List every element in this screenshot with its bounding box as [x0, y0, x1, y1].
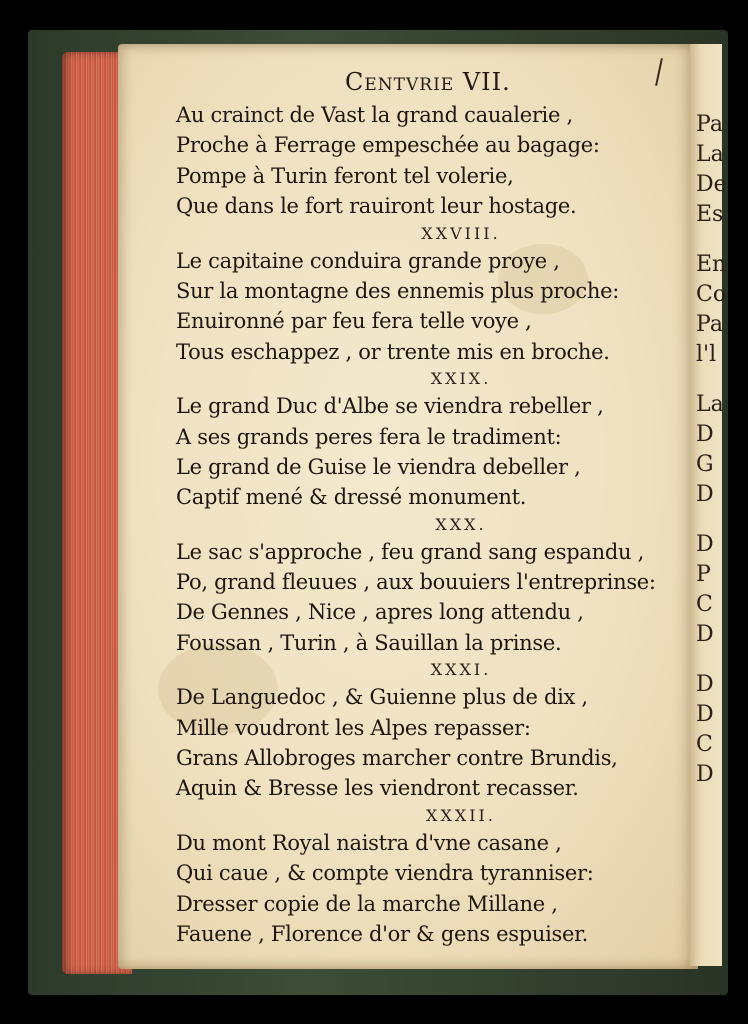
quatrain-number: XXXI. [430, 660, 492, 680]
verse-line: A ses grands peres fera le tradiment: [176, 424, 562, 449]
facing-fragment: D [696, 482, 714, 507]
verse-line: Fauene , Florence d'or & gens espuiser. [176, 921, 588, 946]
facing-fragment: Pa [696, 112, 723, 137]
verse-line: Foussan , Turin , à Sauillan la prinse. [176, 630, 562, 655]
verse-line: Du mont Royal naistra d'vne casane , [176, 830, 562, 855]
quatrain-number: XXX. [435, 514, 487, 534]
facing-fragment: La [696, 142, 724, 167]
facing-fragment: P [696, 562, 711, 587]
facing-fragment: Co [696, 282, 727, 307]
verse-line: Le capitaine conduira grande proye , [176, 248, 560, 273]
verse-line: Le sac s'approche , feu grand sang espandu , [176, 539, 644, 564]
facing-fragment: En [696, 252, 727, 277]
quatrain-number: XXXII. [426, 805, 496, 825]
facing-fragment: D [696, 762, 714, 787]
quatrain-number: XXVIII. [421, 223, 501, 243]
facing-fragment: D [696, 702, 714, 727]
verse-line: Po, grand fleuues , aux bouuiers l'entreprinse: [176, 570, 656, 595]
verse-line: Mille voudront les Alpes repasser: [176, 715, 531, 740]
facing-page [690, 44, 727, 966]
verse-line: Enuironné par feu fera telle voye , [176, 309, 532, 334]
facing-fragment: D [696, 672, 714, 697]
facing-fragment: De [696, 172, 727, 197]
verse-line: Sur la montagne des ennemis plus proche: [176, 278, 620, 303]
verse-line: Proche à Ferrage empeschée au bagage: [176, 133, 600, 158]
verse-line: Dresser copie de la marche Millane , [176, 891, 558, 916]
verse-line: Qui caue , & compte viendra tyranniser: [176, 861, 594, 886]
verse-line: Tous eschappez , or trente mis en broche. [176, 339, 610, 364]
verse-line: Le grand Duc d'Albe se viendra rebeller , [176, 394, 604, 419]
verse-line: Au crainct de Vast la grand caualerie , [176, 103, 573, 127]
verse-line: De Gennes , Nice , apres long attendu , [176, 600, 584, 625]
facing-fragment: D [696, 622, 714, 647]
facing-fragment: La [696, 392, 724, 417]
facing-fragment: C [696, 592, 713, 617]
quatrain-list [176, 100, 686, 949]
page-header: Centvrie VII. [345, 68, 511, 96]
facing-fragment: D [696, 422, 714, 447]
verse-line: Que dans le fort rauiront leur hostage. [176, 194, 577, 219]
verse-line: Pompe à Turin feront tel volerie, [176, 163, 514, 188]
facing-fragment: Es [696, 202, 724, 227]
verse-line: Aquin & Bresse les viendront recasser. [176, 776, 579, 801]
verse-line: Captif mené & dressé monument. [176, 485, 527, 510]
verse-line: Le grand de Guise le viendra debeller , [176, 454, 581, 479]
verse-line: Grans Allobroges marcher contre Brundis, [176, 746, 618, 771]
facing-fragment: C [696, 732, 713, 757]
facing-fragment: G [696, 452, 714, 477]
quatrain-number: XXIX. [430, 369, 492, 389]
facing-fragment: l'l [696, 342, 717, 367]
verse-line: De Languedoc , & Guienne plus de dix , [176, 685, 588, 710]
facing-fragment: D [696, 532, 714, 557]
facing-fragment: Pa [696, 312, 723, 337]
